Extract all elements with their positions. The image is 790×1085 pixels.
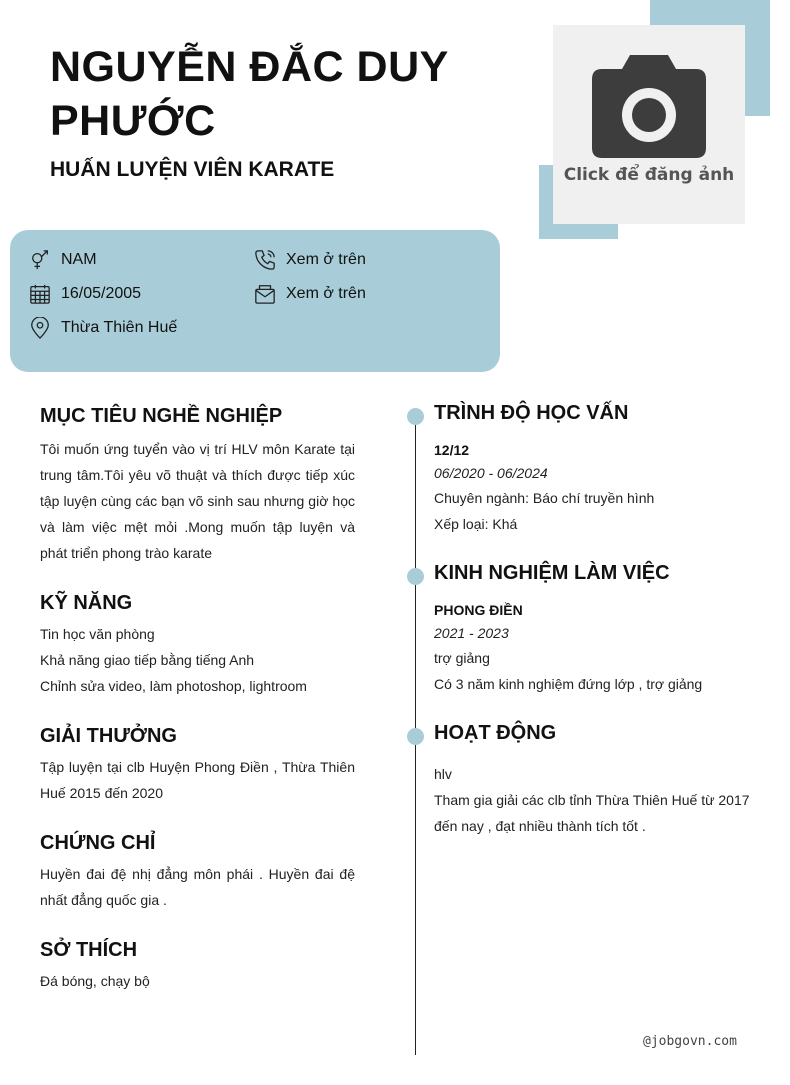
education-section: [434, 402, 754, 562]
experience-date: 2021 - 2023: [434, 625, 509, 641]
activities-section: [434, 722, 754, 839]
candidate-name: NGUYỄN ĐẮC DUY PHƯỚC: [50, 43, 449, 145]
timeline-dot-experience: [407, 568, 424, 585]
gender-text: NAM: [61, 251, 97, 268]
photo-upload-area[interactable]: [553, 25, 745, 224]
hobbies-title: SỞ THÍCH: [40, 939, 138, 961]
left-column: [40, 405, 355, 994]
email-item: [254, 283, 366, 305]
contact-info-panel: [10, 230, 500, 372]
experience-company: PHONG ĐIỀN: [434, 602, 523, 618]
skills-title: KỸ NĂNG: [40, 592, 133, 614]
experience-section: [434, 562, 754, 722]
address-text: Thừa Thiên Huế: [61, 319, 178, 336]
experience-title: KINH NGHIỆM LÀM VIỆC: [434, 562, 670, 584]
envelope-icon: [254, 283, 276, 305]
objective-title: MỤC TIÊU NGHỀ NGHIỆP: [40, 405, 283, 427]
certificates-title: CHỨNG CHỈ: [40, 832, 156, 854]
awards-title: GIẢI THƯỞNG: [40, 725, 177, 747]
location-pin-icon: [29, 317, 51, 339]
gender-item: [29, 249, 97, 271]
education-school: 12/12: [434, 442, 470, 458]
address-item: [29, 317, 177, 339]
timeline-dot-education: [407, 408, 424, 425]
experience-desc: Có 3 năm kinh nghiệm đứng lớp , trợ giảng: [434, 676, 703, 692]
activities-org: hlv: [434, 766, 452, 782]
gender-icon: [29, 249, 51, 271]
skills-list: [40, 621, 355, 699]
objective-text: Tôi muốn ứng tuyển vào vị trí HLV môn Karate tại trung tâm.Tôi yêu võ thuật và thích được tiếp xúc tập luyện cùng các bạn võ sinh sau nhưng giờ học và làm việc mệt mỏi .Mong muốn tập luyện và phát triển phong trào karate: [40, 441, 355, 561]
awards-text: Tập luyện tại clb Huyện Phong Điền , Thừa Thiên Huế 2015 đến 2020: [40, 759, 355, 801]
timeline-dot-activities: [407, 728, 424, 745]
footer-watermark: @jobgovn.com: [643, 1034, 737, 1049]
right-column: [434, 402, 754, 839]
photo-upload-label: Click để đăng ảnh: [563, 165, 735, 185]
calendar-icon: [29, 283, 51, 305]
job-title: HUẤN LUYỆN VIÊN KARATE: [50, 158, 335, 181]
experience-role: trợ giảng: [434, 650, 490, 666]
education-major: Chuyên ngành: Báo chí truyền hình: [434, 490, 655, 506]
birthday-item: [29, 283, 141, 305]
phone-text: Xem ở trên: [286, 251, 366, 268]
email-text: Xem ở trên: [286, 285, 366, 302]
education-date: 06/2020 - 06/2024: [434, 465, 548, 481]
skill-item: Chỉnh sửa video, làm photoshop, lightroom: [40, 678, 307, 694]
activities-title: HOẠT ĐỘNG: [434, 722, 557, 744]
hobbies-text: Đá bóng, chạy bộ: [40, 973, 150, 989]
skill-item: Tin học văn phòng: [40, 626, 155, 642]
education-title: TRÌNH ĐỘ HỌC VẤN: [434, 402, 629, 424]
activities-desc: Tham gia giải các clb tỉnh Thừa Thiên Huế từ 2017 đến nay , đạt nhiều thành tích tốt .: [434, 792, 750, 834]
phone-icon: [254, 249, 276, 271]
skill-item: Khả năng giao tiếp bằng tiếng Anh: [40, 652, 255, 668]
birthday-text: 16/05/2005: [61, 285, 142, 302]
phone-item: [254, 249, 366, 271]
education-grade: Xếp loại: Khá: [434, 516, 518, 532]
camera-icon: [592, 55, 706, 158]
certificates-text: Huyền đai đệ nhị đẳng môn phái . Huyền đai đệ nhất đẳng quốc gia .: [40, 866, 355, 908]
